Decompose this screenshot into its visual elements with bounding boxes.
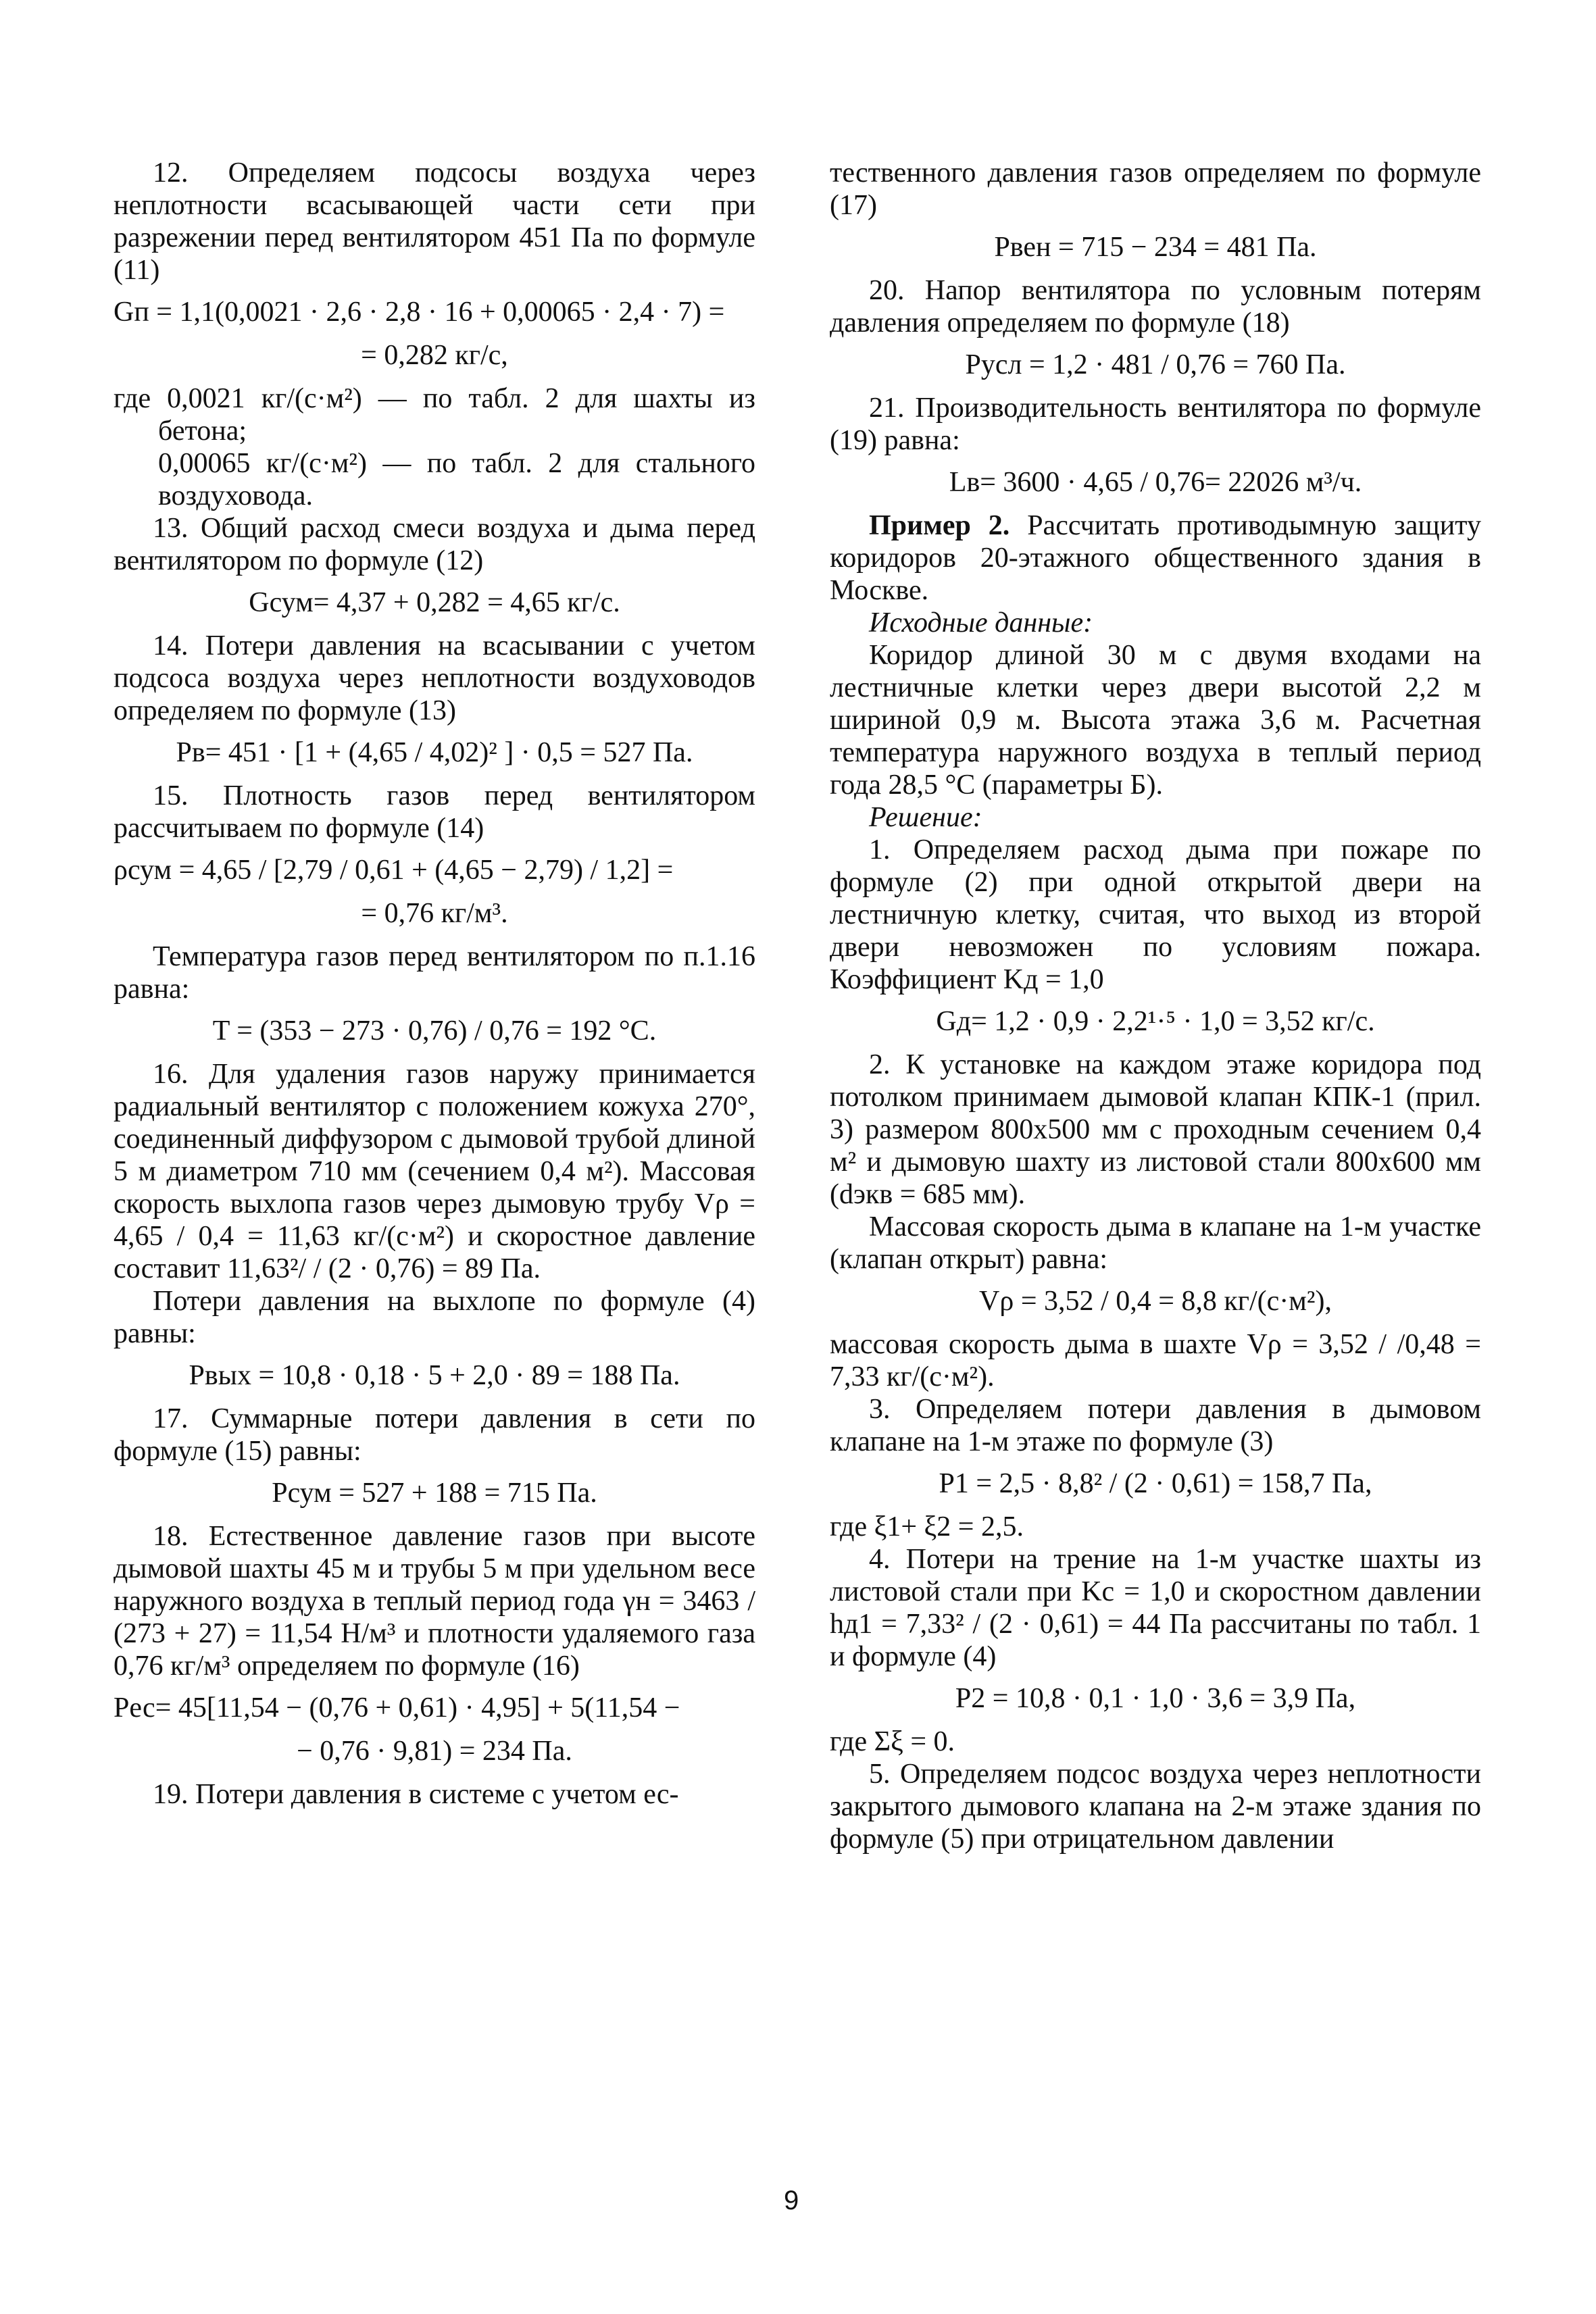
example-heading-paragraph: Пример 2. Рассчитать противодымную защиту коридоров 20-этажного общественного здания в Москве. [830, 510, 1481, 606]
paragraph: 13. Общий расход смеси воздуха и дыма перед вентилятором по формуле (12) [114, 513, 755, 576]
paragraph: 5. Определяем подсос воздуха через неплотности закрытого дымового клапана на 2-м этаже здания по формуле (5) при отрицательном давлении [830, 1759, 1481, 1855]
formula: Pвен = 715 − 234 = 481 Па. [994, 232, 1317, 263]
formula: = 0,76 кг/м³. [361, 898, 508, 929]
right-column [830, 157, 1481, 1855]
paragraph: 1. Определяем расход дыма при пожаре по формуле (2) при одной открытой двери на лестничную клетку, считая, что выход из второй двери невозможен по условиям пожара. Коэффициент Kд = 1,0 [830, 834, 1481, 995]
paragraph: тественного давления газов определяем по формуле (17) [830, 157, 1481, 221]
paragraph: 19. Потери давления в системе с учетом ес- [153, 1779, 679, 1810]
paragraph: 18. Естественное давление газов при высоте дымовой шахты 45 м и трубы 5 м при удельном весе наружного воздуха в теплый период года γн = 3463 / (273 + 27) = 11,54 Н/м³ и плотности удаляемого газа 0,76 кг/м³ определяем по формуле (16) [114, 1521, 755, 1682]
formula: − 0,76 · 9,81) = 234 Па. [297, 1736, 572, 1767]
paragraph: где 0,0021 кг/(с·м²) — по табл. 2 для шахты из бетона; [114, 383, 755, 447]
formula: ρсум = 4,65 / [2,79 / 0,61 + (4,65 − 2,79) / 1,2] = [114, 855, 674, 886]
example-label: Пример 2. [869, 510, 1010, 541]
page-number: 9 [784, 2186, 799, 2215]
paragraph: 14. Потери давления на всасывании с учетом подсоса воздуха через неплотности воздуховодов определяем по формуле (13) [114, 630, 755, 726]
paragraph: где Σξ = 0. [830, 1726, 955, 1757]
formula: Lв= 3600 · 4,65 / 0,76= 22026 м³/ч. [949, 467, 1362, 498]
paragraph: 17. Суммарные потери давления в сети по формуле (15) равны: [114, 1403, 755, 1467]
section-label: Решение: [869, 802, 982, 833]
paragraph: 21. Производительность вентилятора по формуле (19) равна: [830, 393, 1481, 456]
formula: T = (353 − 273 · 0,76) / 0,76 = 192 °C. [212, 1015, 657, 1047]
formula: P2 = 10,8 · 0,1 · 1,0 · 3,6 = 3,9 Па, [955, 1683, 1356, 1714]
paragraph: Потери давления на выхлопе по формуле (4) равны: [114, 1286, 755, 1349]
paragraph: Массовая скорость дыма в клапане на 1-м участке (клапан открыт) равна: [830, 1211, 1481, 1275]
formula: Pусл = 1,2 · 481 / 0,76 = 760 Па. [965, 349, 1346, 380]
formula: Gд= 1,2 · 0,9 · 2,2¹·⁵ · 1,0 = 3,52 кг/с. [936, 1006, 1375, 1037]
formula: Pв= 451 · [1 + (4,65 / 4,02)² ] · 0,5 = 527 Па. [176, 737, 693, 768]
formula: Pсум = 527 + 188 = 715 Па. [272, 1478, 597, 1509]
formula: Gсум= 4,37 + 0,282 = 4,65 кг/с. [249, 587, 620, 618]
paragraph: 0,00065 кг/(с·м²) — по табл. 2 для стального воздуховода. [158, 448, 755, 511]
formula: P1 = 2,5 · 8,8² / (2 · 0,61) = 158,7 Па, [939, 1468, 1372, 1499]
formula: Gп = 1,1(0,0021 · 2,6 · 2,8 · 16 + 0,00065 · 2,4 · 7) = [114, 297, 725, 328]
left-column [114, 157, 755, 1811]
formula: = 0,282 кг/с, [361, 340, 508, 371]
formula: Pес= 45[11,54 − (0,76 + 0,61) · 4,95] + 5(11,54 − [114, 1692, 680, 1724]
section-label: Исходные данные: [869, 607, 1093, 638]
paragraph: где ξ1+ ξ2 = 2,5. [830, 1511, 1024, 1542]
paragraph: 20. Напор вентилятора по условным потерям давления определяем по формуле (18) [830, 275, 1481, 338]
paragraph: Коридор длиной 30 м с двумя входами на лестничные клетки через двери высотой 2,2 м шириной 0,9 м. Высота этажа 3,6 м. Расчетная температура наружного воздуха в теплый период года 28,5 °С (параметры Б). [830, 640, 1481, 801]
paragraph: массовая скорость дыма в шахте Vρ = 3,52 / /0,48 = 7,33 кг/(с·м²). [830, 1329, 1481, 1392]
paragraph: 4. Потери на трение на 1-м участке шахты из листовой стали при Kс = 1,0 и скоростном давлении hд1 = 7,33² / (2 · 0,61) = 44 Па рассчитаны по табл. 1 и формуле (4) [830, 1544, 1481, 1672]
paragraph: 2. К установке на каждом этаже коридора под потолком принимаем дымовой клапан КПК-1 (прил. 3) размером 800х500 мм с проходным сечением 0,4 м² и дымовую шахту из листовой стали 800х600 мм (dэкв = 685 мм). [830, 1049, 1481, 1210]
paragraph: Температура газов перед вентилятором по п.1.16 равна: [114, 941, 755, 1005]
paragraph: 3. Определяем потери давления в дымовом клапане на 1-м этаже по формуле (3) [830, 1394, 1481, 1457]
formula: Pвых = 10,8 · 0,18 · 5 + 2,0 · 89 = 188 Па. [189, 1360, 680, 1391]
paragraph: 15. Плотность газов перед вентилятором рассчитываем по формуле (14) [114, 780, 755, 844]
formula: Vρ = 3,52 / 0,4 = 8,8 кг/(с·м²), [979, 1286, 1332, 1317]
paragraph: 16. Для удаления газов наружу принимается радиальный вентилятор с положением кожуха 270°, соединенный диффузором с дымовой трубой длиной 5 м диаметром 710 мм (сечением 0,4 м²). Массовая скорость выхлопа газов через дымовую трубу Vρ = 4,65 / 0,4 = 11,63 кг/(с·м²) и скоростное давление составит 11,63²/ / (2 · 0,76) = 89 Па. [114, 1059, 755, 1284]
paragraph: 12. Определяем подсосы воздуха через неплотности всасывающей части сети при разрежении перед вентилятором 451 Па по формуле (11) [114, 157, 755, 286]
